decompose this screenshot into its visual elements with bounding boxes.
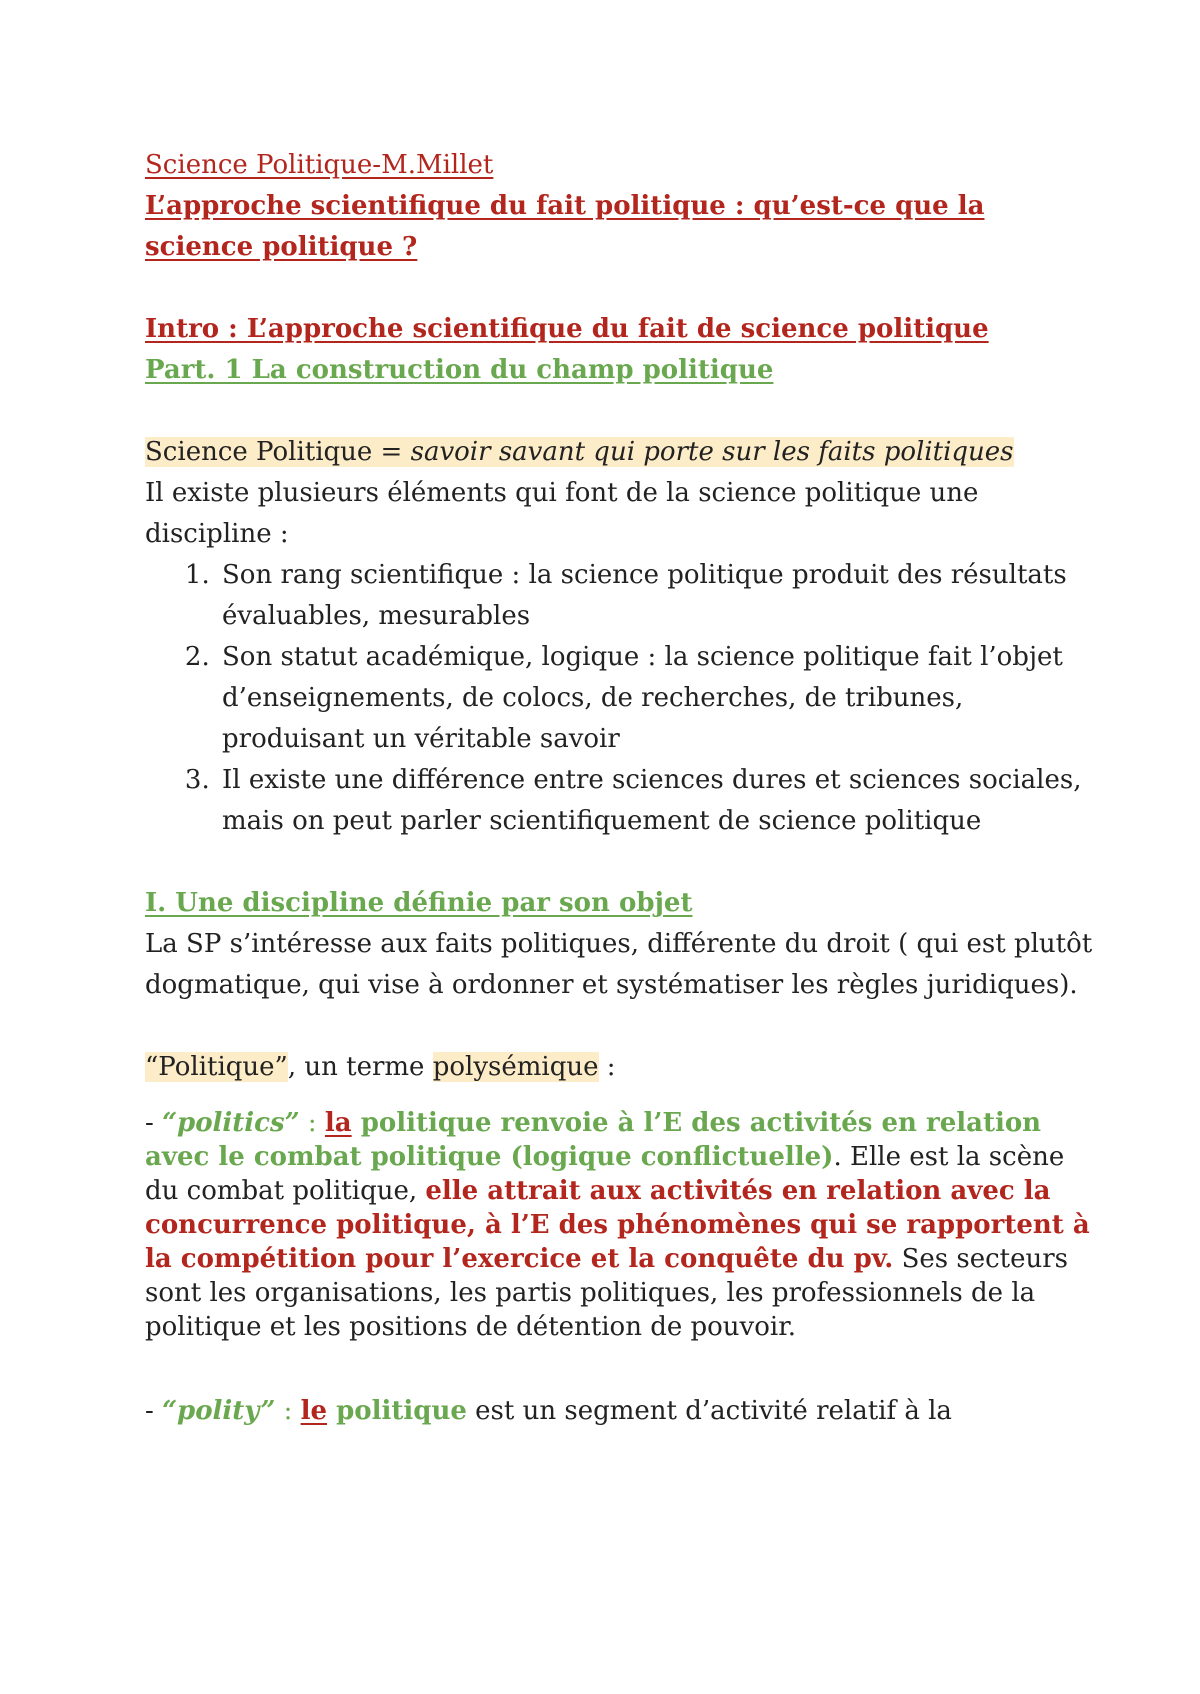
section-1-body: La SP s’intéresse aux faits politiques, différente du droit ( qui est plutôt dogmatique, qui vise à ordonner et systématiser les règles juridiques). bbox=[145, 929, 1093, 1000]
document-subtitle: L’approche scientifique du fait politique : qu’est-ce que la science politique ? bbox=[145, 191, 985, 262]
intro-section bbox=[145, 309, 1100, 391]
politics-article: la bbox=[324, 1108, 352, 1138]
section-1 bbox=[145, 883, 1100, 1006]
definition-term: Science Politique bbox=[145, 437, 373, 467]
spacer bbox=[145, 391, 1100, 432]
polity-paragraph bbox=[145, 1394, 1100, 1428]
elements-list bbox=[145, 555, 1100, 842]
definition-meaning: savoir savant qui porte sur les faits politiques bbox=[410, 437, 1014, 467]
definition-section bbox=[145, 432, 1100, 842]
course-title: Science Politique-M.Millet bbox=[145, 150, 494, 180]
section-1-title: I. Une discipline définie par son objet bbox=[145, 888, 693, 918]
spacer bbox=[145, 842, 1100, 883]
politics-dash: - bbox=[145, 1108, 163, 1138]
polysemy-term: “Politique” bbox=[145, 1052, 288, 1082]
spacer bbox=[145, 1344, 1100, 1394]
polysemy-highlight: polysémique bbox=[432, 1052, 599, 1082]
definition-eq: = bbox=[372, 437, 411, 467]
politics-term: “politics” bbox=[162, 1108, 300, 1138]
intro-title: Intro : L’approche scientifique du fait de science politique bbox=[145, 314, 989, 344]
list-item: 1. Son rang scientifique : la science politique produit des résultats évaluables, mesurables bbox=[218, 555, 1100, 637]
definition-highlight bbox=[145, 437, 1014, 467]
politics-plain-2: Ses secteurs sont les organisations, les partis politiques, les professionnels de la politique et les positions de détention de pouvoir. bbox=[145, 1244, 1069, 1342]
list-item: 3. Il existe une différence entre sciences dures et sciences sociales, mais on peut parler scientifiquement de science politique bbox=[218, 760, 1100, 842]
polity-green-text: politique bbox=[327, 1396, 467, 1426]
polity-term: “polity” bbox=[162, 1396, 276, 1426]
polity-plain: est un segment d’activité relatif à la bbox=[466, 1396, 952, 1426]
spacer bbox=[145, 268, 1100, 309]
polysemy-line bbox=[145, 1047, 1100, 1088]
politics-plain-1: . Elle est la scène du combat politique, bbox=[145, 1142, 1065, 1206]
part-title: Part. 1 La construction du champ politique bbox=[145, 355, 774, 385]
politics-colon: : bbox=[299, 1108, 325, 1138]
polysemy-end: : bbox=[598, 1052, 616, 1082]
polity-colon: : bbox=[275, 1396, 301, 1426]
politics-paragraph bbox=[145, 1106, 1100, 1344]
document-header bbox=[145, 145, 1100, 268]
polysemy-mid: , un terme bbox=[287, 1052, 433, 1082]
polity-text bbox=[145, 1394, 1100, 1428]
definition-line bbox=[145, 432, 1100, 473]
spacer bbox=[145, 1088, 1100, 1106]
politics-green-text: politique renvoie à l’E des activités en relation avec le combat politique (logique conflictuelle) bbox=[145, 1108, 1042, 1172]
polity-article: le bbox=[300, 1396, 328, 1426]
polity-dash: - bbox=[145, 1396, 163, 1426]
list-item: 2. Son statut académique, logique : la science politique fait l’objet d’enseignements, de colocs, de recherches, de tribunes, produisant un véritable savoir bbox=[218, 637, 1100, 760]
polysemy-paragraph bbox=[145, 1047, 1100, 1088]
politics-red-text: elle attrait aux activités en relation avec la concurrence politique, à l’E des phénomènes qui se rapportent à la compétition pour l’exercice et la conquête du pv. bbox=[145, 1176, 1090, 1274]
spacer bbox=[145, 1006, 1100, 1047]
politics-text bbox=[145, 1106, 1100, 1344]
elements-lead: Il existe plusieurs éléments qui font de la science politique une discipline : bbox=[145, 478, 979, 549]
